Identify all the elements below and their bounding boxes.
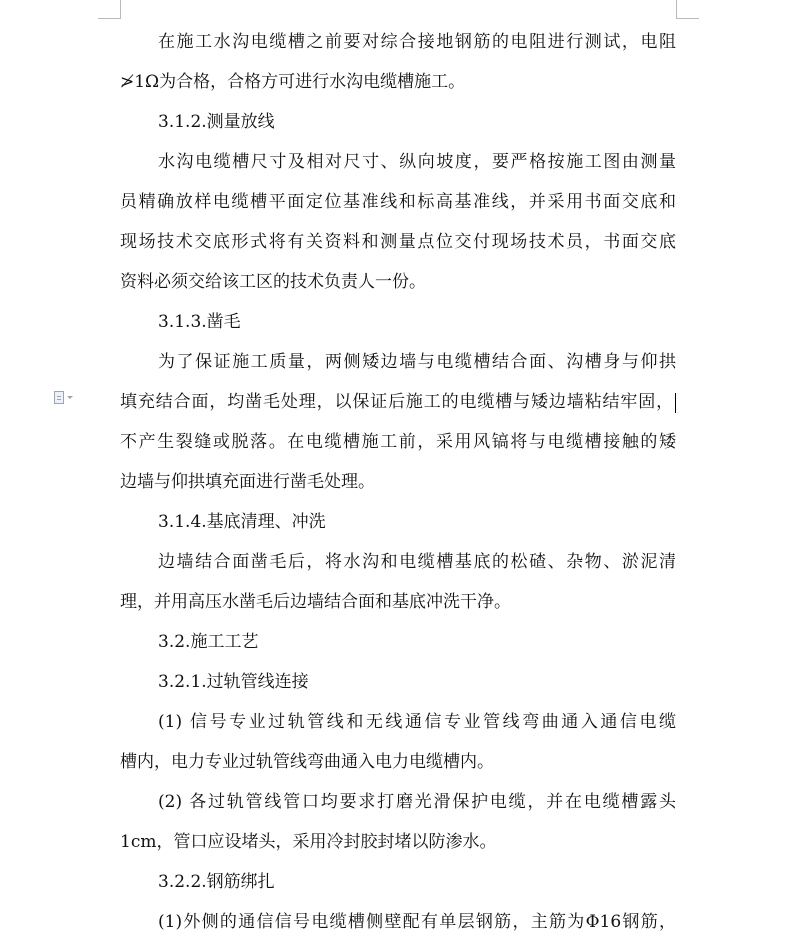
text-line: [120, 702, 676, 742]
text-line-content: 为了保证施工质量，两侧矮边墙与电缆槽结合面、沟槽身与仰拱: [158, 352, 676, 372]
text-line: [120, 182, 676, 222]
text-line-content: 不产生裂缝或脱落。在电缆槽施工前，采用风镐将与电缆槽接触的矮: [120, 432, 676, 452]
text-line: [120, 542, 676, 582]
text-line: [120, 62, 676, 102]
text-line-content: 3.1.3.凿毛: [158, 312, 241, 332]
text-line: [120, 902, 676, 942]
text-line: [120, 222, 676, 262]
text-line-content: 填充结合面，均凿毛处理，以保证后施工的电缆槽与矮边墙粘结牢固，: [120, 392, 674, 412]
document-icon: [54, 391, 64, 404]
crop-mark-top-left: [98, 0, 121, 19]
text-line-content: 在施工水沟电缆槽之前要对综合接地钢筋的电阻进行测试，电阻: [158, 32, 676, 52]
text-line: [120, 862, 676, 902]
chevron-down-icon: [67, 396, 73, 399]
document-body[interactable]: [120, 22, 676, 942]
text-line-content: 现场技术交底形式将有关资料和测量点位交付现场技术员，书面交底: [120, 232, 676, 252]
text-line-content: (1)外侧的通信信号电缆槽侧壁配有单层钢筋，主筋为Φ16钢筋，: [158, 912, 676, 932]
text-line-content: 资料必须交给该工区的技术负责人一份。: [120, 272, 426, 292]
text-line-content: 1cm，管口应设堵头，采用冷封胶封堵以防渗水。: [120, 832, 497, 852]
text-line: [120, 262, 676, 302]
text-line: [120, 462, 676, 502]
text-line-content: ≯1Ω为合格，合格方可进行水沟电缆槽施工。: [120, 72, 466, 92]
text-line: [120, 342, 676, 382]
paragraph-menu-button[interactable]: [54, 389, 80, 405]
text-line: [120, 502, 676, 542]
text-line: [120, 302, 676, 342]
text-line: [120, 782, 676, 822]
text-line-content: 槽内，电力专业过轨管线弯曲通入电力电缆槽内。: [120, 752, 494, 772]
text-line: [120, 142, 676, 182]
text-line: [120, 382, 676, 422]
text-line-content: 员精确放样电缆槽平面定位基准线和标高基准线，并采用书面交底和: [120, 192, 676, 212]
text-line: [120, 422, 676, 462]
text-line-content: 3.2.2.钢筋绑扎: [158, 872, 275, 892]
text-line: [120, 622, 676, 662]
text-line-content: 边墙结合面凿毛后，将水沟和电缆槽基底的松碴、杂物、淤泥清: [158, 552, 676, 572]
text-line: [120, 22, 676, 62]
text-line: [120, 662, 676, 702]
text-line-content: 3.2.施工工艺: [158, 632, 259, 652]
crop-mark-top-right: [676, 0, 699, 19]
text-line-content: 边墙与仰拱填充面进行凿毛处理。: [120, 472, 375, 492]
text-line: [120, 822, 676, 862]
text-line-content: 理，并用高压水凿毛后边墙结合面和基底冲洗干净。: [120, 592, 511, 612]
text-line: [120, 102, 676, 142]
text-line-content: (1) 信号专业过轨管线和无线通信专业管线弯曲通入通信电缆: [158, 712, 676, 732]
text-line-content: 3.1.2.测量放线: [158, 112, 275, 132]
text-line-content: 水沟电缆槽尺寸及相对尺寸、纵向坡度，要严格按施工图由测量: [158, 152, 676, 172]
text-line-content: 3.2.1.过轨管线连接: [158, 672, 309, 692]
text-line: [120, 582, 676, 622]
text-line: [120, 742, 676, 782]
text-cursor: [675, 393, 676, 413]
text-line-content: (2) 各过轨管线管口均要求打磨光滑保护电缆，并在电缆槽露头: [158, 792, 676, 812]
text-line-content: 3.1.4.基底清理、冲洗: [158, 512, 326, 532]
